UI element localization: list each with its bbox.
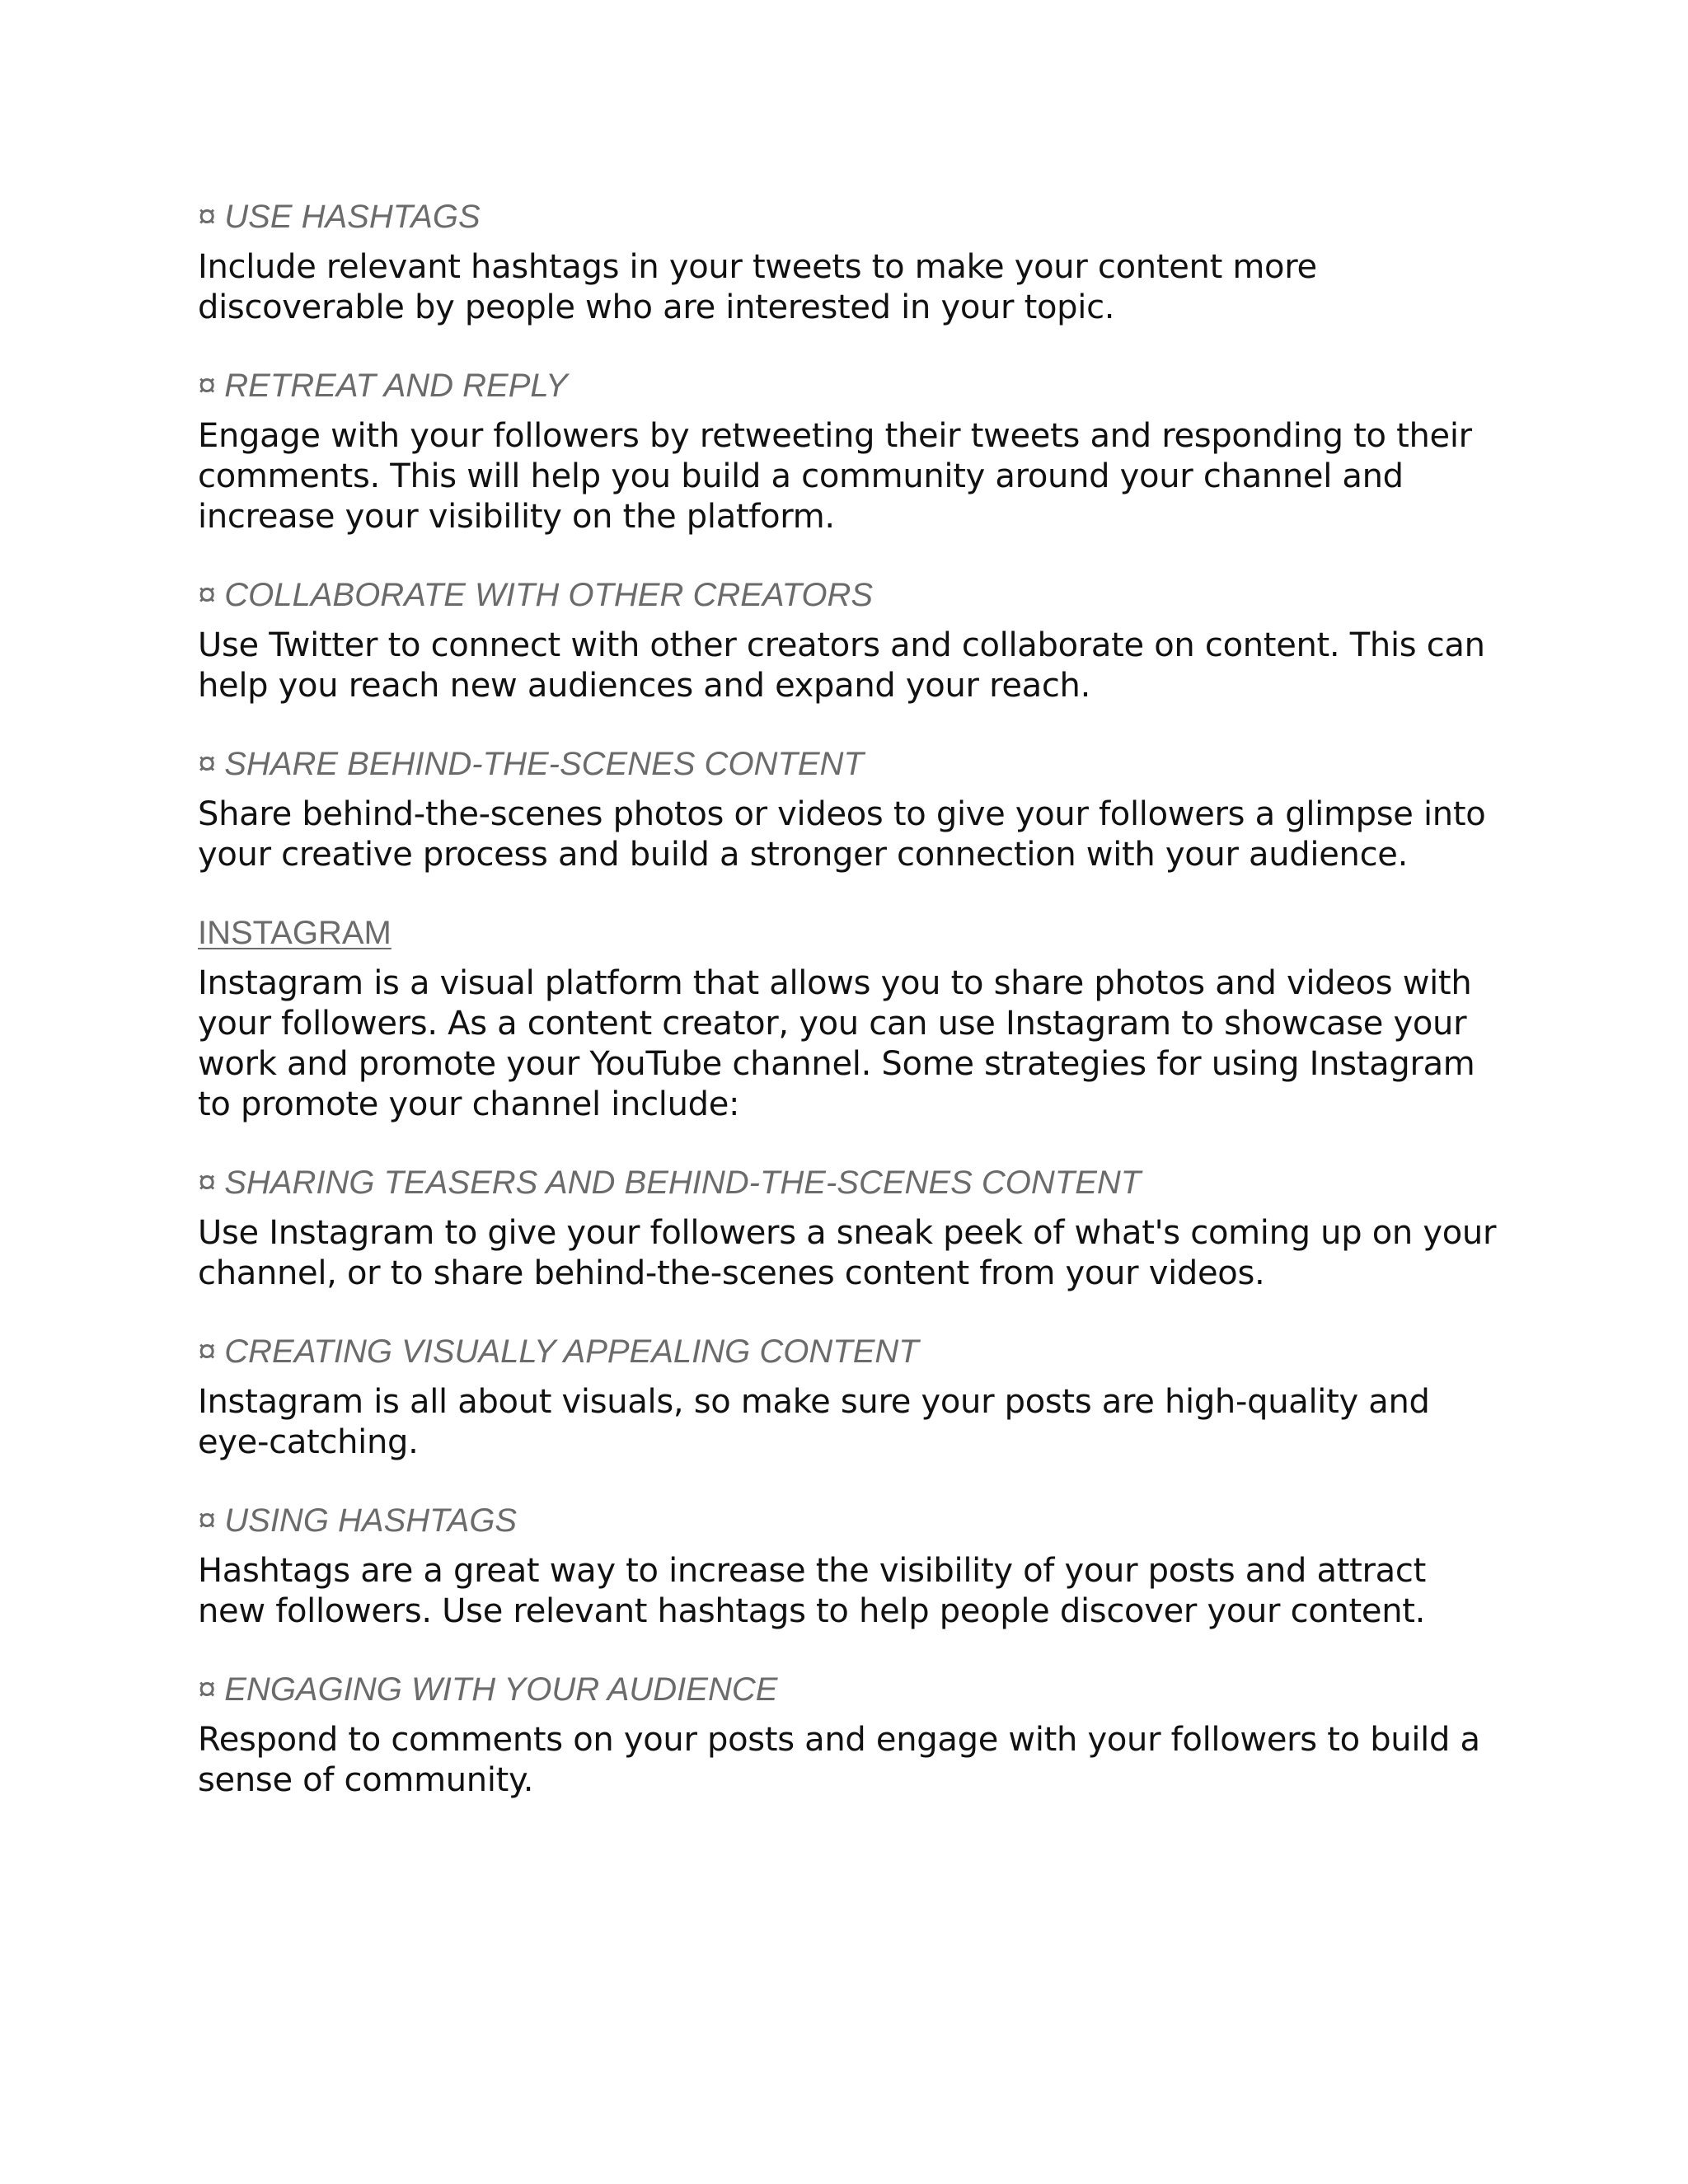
tip-body: Use Instagram to give your followers a sneak peek of what's coming up on your channel, or to share behind-the-scenes content from your videos.: [198, 1214, 1497, 1292]
tip-heading-text: COLLABORATE WITH OTHER CREATORS: [224, 577, 874, 613]
tip-body: Engage with your followers by retweeting their tweets and responding to their comments. This will help you build a community around your channel and increase your visibility on the platform.: [198, 417, 1472, 536]
tip-heading-text: ENGAGING WITH YOUR AUDIENCE: [224, 1671, 778, 1708]
tip-body: Respond to comments on your posts and engage with your followers to build a sense of community.: [198, 1721, 1480, 1799]
tip-heading-text: RETREAT AND REPLY: [224, 368, 568, 404]
tip-block: [198, 569, 1500, 706]
bullet-icon: ¤: [198, 1165, 217, 1201]
tip-heading-text: SHARE BEHIND-THE-SCENES CONTENT: [224, 746, 864, 782]
bullet-icon: ¤: [198, 1333, 217, 1370]
tip-heading-text: CREATING VISUALLY APPEALING CONTENT: [224, 1333, 919, 1370]
bullet-icon: ¤: [198, 368, 217, 404]
tip-block: [198, 1157, 1500, 1294]
tip-heading-text: SHARING TEASERS AND BEHIND-THE-SCENES CONTENT: [224, 1165, 1142, 1201]
section-title: INSTAGRAM: [198, 915, 392, 951]
bullet-icon: ¤: [198, 746, 217, 782]
tip-heading: [198, 360, 1500, 411]
tip-block: [198, 191, 1500, 328]
tip-heading: [198, 1326, 1500, 1377]
section-intro: Instagram is a visual platform that allows you to share photos and videos with your followers. As a content creator, you can use Instagram to showcase your work and promote your YouTube channel. Some strategies for using Instagram to promote your channel include:: [198, 964, 1475, 1123]
tip-block: [198, 1664, 1500, 1801]
tip-body: Share behind-the-scenes photos or videos to give your followers a glimpse into your creative process and build a stronger connection with your audience.: [198, 795, 1486, 874]
tip-block: [198, 360, 1500, 537]
tip-heading-text: USE HASHTAGS: [224, 199, 481, 235]
tip-body: Instagram is all about visuals, so make sure your posts are high-quality and eye-catching.: [198, 1383, 1430, 1461]
tip-body: Hashtags are a great way to increase the visibility of your posts and attract new followers. Use relevant hashtags to help people discover your content.: [198, 1552, 1426, 1630]
tip-heading: [198, 1664, 1500, 1715]
tip-heading: [198, 191, 1500, 242]
tip-block: [198, 738, 1500, 875]
tip-heading: [198, 1495, 1500, 1546]
bullet-icon: ¤: [198, 577, 217, 613]
tip-block: [198, 1495, 1500, 1632]
tip-block: [198, 1326, 1500, 1463]
tip-body: Include relevant hashtags in your tweets to make your content more discoverable by people who are interested in your topic.: [198, 248, 1317, 326]
bullet-icon: ¤: [198, 199, 217, 235]
section-block: [198, 907, 1500, 1125]
bullet-icon: ¤: [198, 1502, 217, 1539]
tip-body: Use Twitter to connect with other creators and collaborate on content. This can help you reach new audiences and expand your reach.: [198, 626, 1485, 705]
tip-heading: [198, 569, 1500, 621]
tip-heading-text: USING HASHTAGS: [224, 1502, 518, 1539]
tip-heading: [198, 738, 1500, 790]
bullet-icon: ¤: [198, 1671, 217, 1708]
document-page: [198, 191, 1500, 1833]
tip-heading: [198, 1157, 1500, 1208]
